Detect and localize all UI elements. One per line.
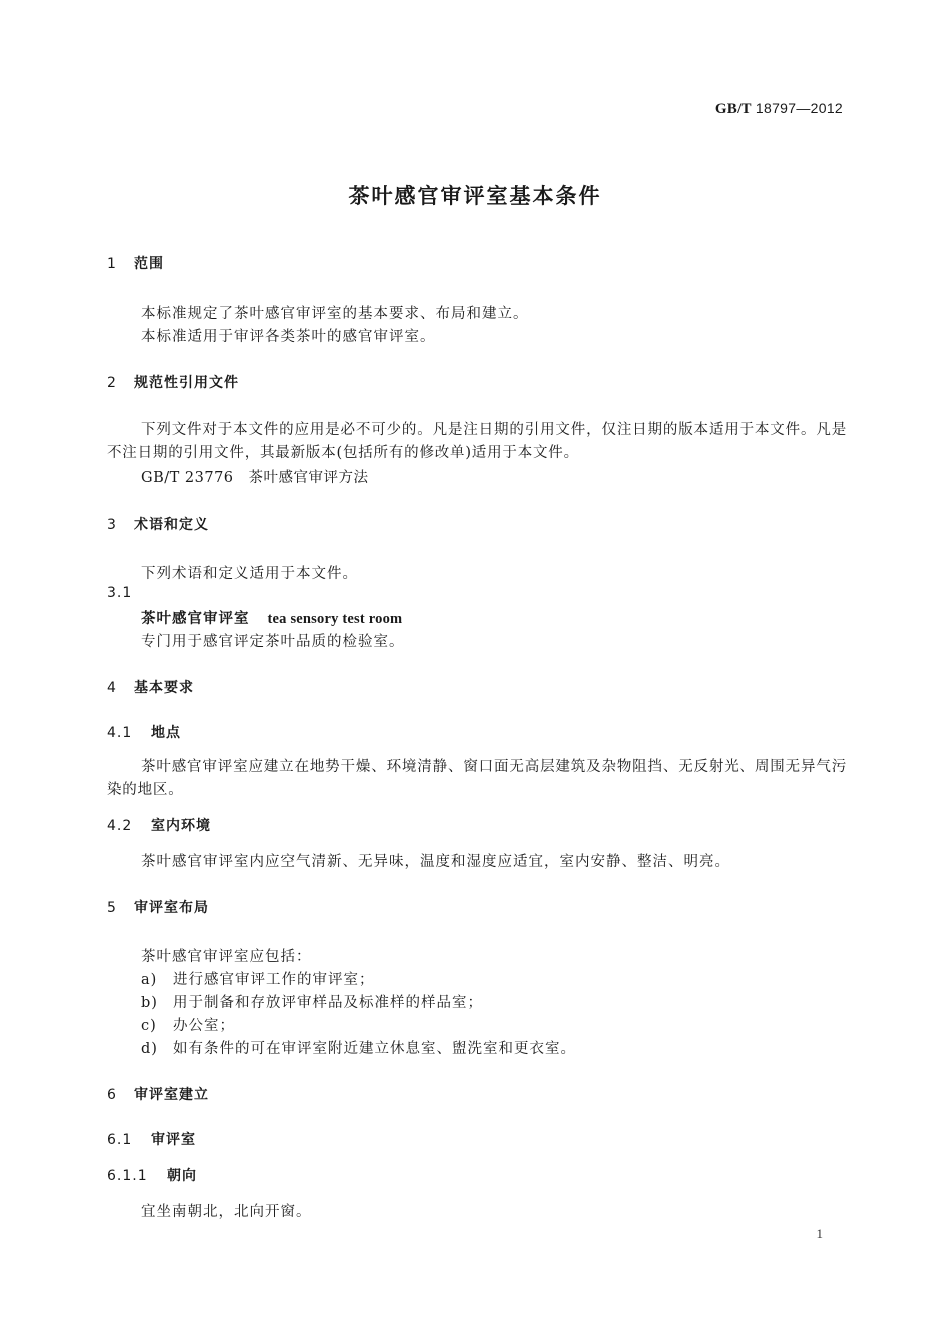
standard-code: 18797—2012 [755,100,843,116]
standard-number [715,100,843,118]
section-2-number: 2 [107,375,117,391]
subsection-4-1-number: 4.1 [107,725,133,741]
list-item-label: b) [141,995,158,1011]
section-5-number: 5 [107,900,117,916]
term-entry [141,607,402,628]
section-2-paragraph: 下列文件对于本文件的应用是必不可少的。凡是注日期的引用文件，仅注日期的版本适用于本文件。凡是不注日期的引用文件，其最新版本(包括所有的修改单)适用于本文件。 [107,422,847,461]
term-english: tea sensory test room [267,611,403,627]
section-5-heading [107,897,209,917]
list-item-label: a) [141,972,158,988]
list-item [141,1014,235,1035]
section-5-intro: 茶叶感官审评室应包括： [141,949,312,965]
section-2-title: 规范性引用文件 [134,375,239,391]
section-5-title: 审评室布局 [134,900,209,916]
list-item-label: c) [141,1018,157,1034]
term-definition: 专门用于感官评定茶叶品质的检验室。 [141,634,405,650]
section-2-heading [107,372,239,392]
section-4-title: 基本要求 [134,680,194,696]
subsection-4-1-title: 地点 [151,725,181,741]
list-item-text: 办公室； [173,1018,235,1034]
section-1-heading [107,253,164,273]
page-number: 1 [816,1226,823,1241]
section-6-number: 6 [107,1087,117,1103]
list-item-text: 如有条件的可在审评室附近建立休息室、盥洗室和更衣室。 [173,1041,576,1057]
term-chinese: 茶叶感官审评室 [141,611,250,627]
list-item [141,968,375,989]
section-6-heading [107,1084,209,1104]
subsection-6-1-heading [107,1129,196,1149]
subsection-6-1-1-heading [107,1165,197,1185]
section-3-number: 3 [107,517,117,533]
subsection-4-1-heading [107,722,181,742]
subsection-4-2-paragraph: 茶叶感官审评室内应空气清新、无异味，温度和湿度应适宜，室内安静、整洁、明亮。 [141,854,730,870]
list-item [141,1037,576,1058]
normative-reference: GB/T 23776 茶叶感官审评方法 [141,470,369,486]
section-1-number: 1 [107,256,117,272]
document-title: 茶叶感官审评室基本条件 [348,184,602,208]
subsection-4-1-paragraph: 茶叶感官审评室应建立在地势干燥、环境清静、窗口面无高层建筑及杂物阻挡、无反射光、周围无异气污染的地区。 [107,759,847,798]
subsection-6-1-1-number: 6.1.1 [107,1168,148,1184]
subsection-4-2-heading [107,815,211,835]
list-item-label: d) [141,1041,158,1057]
subsection-6-1-number: 6.1 [107,1132,133,1148]
list-item [141,991,483,1012]
list-item-text: 进行感官审评工作的审评室； [173,972,375,988]
subsection-3-1-number: 3.1 [107,585,133,601]
section-3-heading [107,514,209,534]
section-4-heading [107,677,194,697]
subsection-6-1-title: 审评室 [151,1132,196,1148]
section-1-paragraph-1: 本标准规定了茶叶感官审评室的基本要求、布局和建立。 [141,306,529,322]
list-item-text: 用于制备和存放评审样品及标准样的样品室； [173,995,483,1011]
section-1-title: 范围 [134,256,164,272]
section-6-title: 审评室建立 [134,1087,209,1103]
subsection-6-1-1-title: 朝向 [167,1168,197,1184]
subsection-4-2-number: 4.2 [107,818,133,834]
section-3-paragraph: 下列术语和定义适用于本文件。 [141,566,358,582]
section-1-paragraph-2: 本标准适用于审评各类茶叶的感官审评室。 [141,329,436,345]
standard-prefix: GB/T [714,101,752,117]
section-4-number: 4 [107,680,117,696]
subsection-6-1-1-paragraph: 宜坐南朝北，北向开窗。 [141,1204,312,1220]
section-3-title: 术语和定义 [134,517,209,533]
subsection-4-2-title: 室内环境 [151,818,211,834]
